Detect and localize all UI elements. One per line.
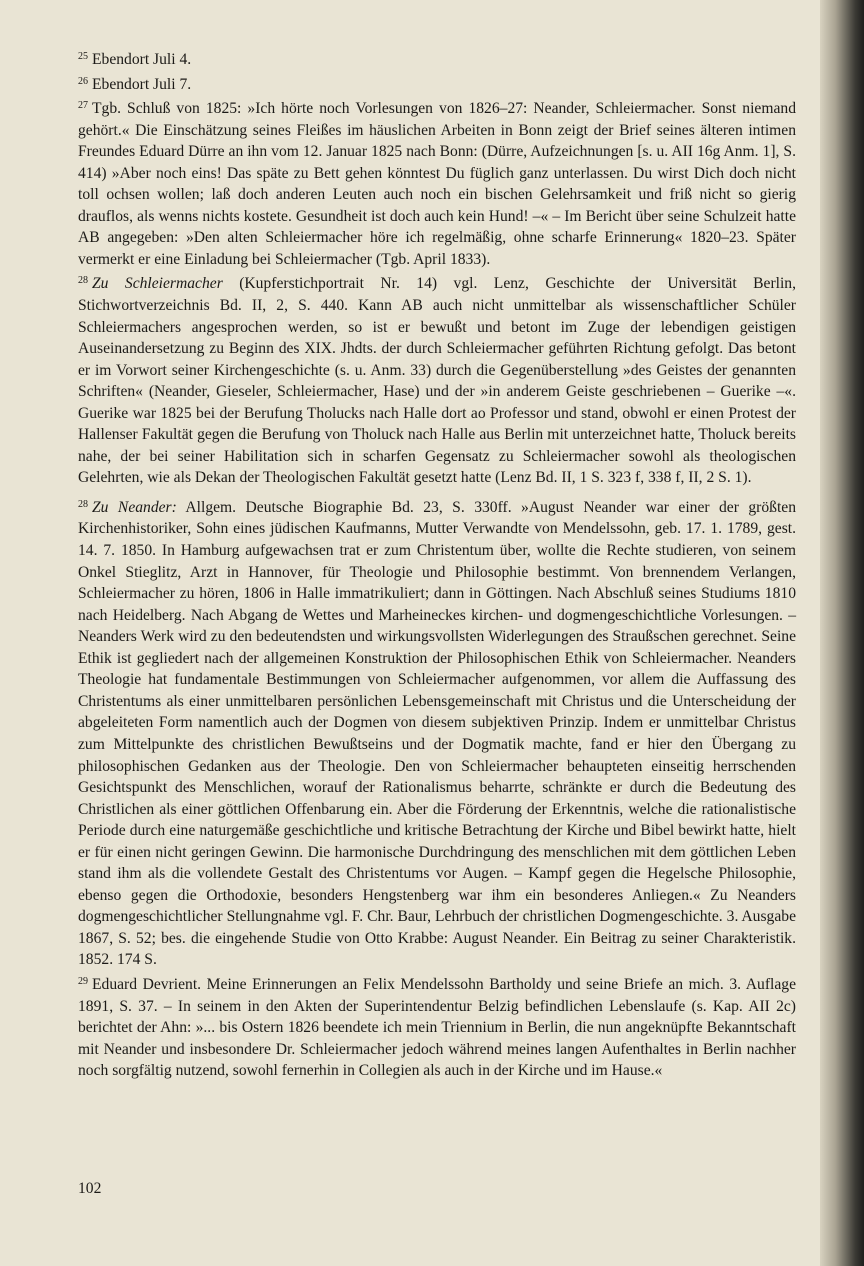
footnote-26 [78,71,796,96]
footnote-28-neander [78,494,796,971]
footnote-text: Ebendort Juli 4. [92,51,192,68]
footnotes-block [78,46,796,1082]
footnote-number: 26 [78,75,88,87]
footnote-text: Ebendort Juli 7. [92,75,192,93]
footnote-number: 28 [78,498,88,510]
footnote-29 [78,971,796,1082]
footnote-lead: Zu Schleiermacher [92,275,223,293]
footnote-text: Allgem. Deutsche Biographie Bd. 23, S. 330ff. »August Neander war einer der größten Kirchenhistoriker, Sohn eines jüdischen Kaufmanns, Mutter Verwandte von Mendelssohn, geb. 17. 1. 1789, gest. 14. 7. 1850. In Hamburg aufgewachsen trat er zum Christentum über, wollte die Rechte studieren, von seinem Onkel Stieglitz, Arzt in Hannover, für Theologie und Philosophie bestimmt. Von brennendem Verlangen, Schleiermacher zu hören, 1806 in Halle immatrikuliert; dann in Göttingen. Nach Abschluß seines Studiums 1810 nach Heidelberg. Nach Abgang de Wettes und Marheineckes kirchen- und dogmengeschichtliche Vorlesungen. – Neanders Werk wird zu den bedeutendsten und wirkungsvollsten Widerlegungen des Straußschen gerechnet. Seine Ethik ist gegliedert nach der allgemeinen Konstruktion der Philosophischen Ethik von Schleiermacher. Neanders Theologie hat fundamentale Bestimmungen von Schleiermacher aufgenommen, vor allem die Auffassung des Christentums als einer unmittelbaren persönlichen Lebensgemeinschaft mit Christus und die Unterscheidung der abgeleiteten Form namentlich auch der Dogmen von diesem subjektiven Prinzip. Indem er unmittelbar Christus zum Mittelpunkte des christlichen Bewußtseins und der Dogmatik machte, fand er hier den Übergang zu philosophischen Gedanken aus der Theologie. Den von Schleiermacher behaupteten einseitig herrschenden Gesichtspunkt des Menschlichen, worauf der Rationalismus beharrte, schränkte er durch die Bedeutung des Christlichen als einer göttlichen Offenbarung ein. Aber die Förderung der Erkenntnis, welche die rationalistische Periode durch eine naturgemäße geschichtliche und kritische Betrachtung der Kirche und Bibel bewirkt hatte, hielt er für einen nicht geringen Gewinn. Die harmonische Durchdringung des menschlichen mit dem göttlichen Leben stand ihm als die vollendete Gestalt des Christentums vor Augen. – Kampf gegen die Hegelsche Philosophie, ebenso gegen die Orthodoxie, besonders Hengstenberg war ihm ein besonderes Anliegen.« Zu Neanders dogmengeschichtlicher Stellungnahme vgl. F. Chr. Baur, Lehrbuch der christlichen Dogmengeschichte. 3. Ausgabe 1867, S. 52; bes. die eingehende Studie von Otto Krabbe: August Neander. Ein Beitrag zu seiner Charakteristik. 1852. 174 S. [78,498,796,969]
footnote-lead: Zu Neander: [92,498,177,516]
footnote-text: Eduard Devrient. Meine Erinnerungen an Felix Mendelssohn Bartholdy und seine Briefe an mich. 3. Auflage 1891, S. 37. – In seinem in den Akten der Superintendentur Belzig befindlichen Lebenslaufe (s. Kap. AII 2c) berichtet der Ahn: »... bis Ostern 1826 beendete ich mein Triennium in Berlin, die nun angeknüpfte Bekanntschaft mit Neander und insbesondere Dr. Schleiermacher jedoch während meines langen Aufenthaltes in Berlin nachher noch sorgfältig nutzend, sowohl fernerhin in Collegien als auch in der Kirche und im Hause.« [78,975,796,1080]
footnote-number: 25 [78,51,88,62]
book-gutter-shadow [820,0,864,1266]
footnote-number: 29 [78,975,88,987]
footnote-28-schleiermacher [78,270,796,488]
footnote-27 [78,95,796,270]
page-number: 102 [78,1180,102,1197]
footnote-text: Tgb. Schluß von 1825: »Ich hörte noch Vorlesungen von 1826–27: Neander, Schleiermacher. Sonst niemand gehört.« Die Einschätzung seines Fleißes im häuslichen Arbeiten in Bonn zeigt der Brief seines älteren intimen Freundes Eduard Dürre an ihn vom 12. Januar 1825 nach Bonn: (Dürre, Aufzeichnungen [s. u. AII 16g Anm. 1], S. 414) »Aber noch eins! Das späte zu Bett gehen könntest Du füglich ganz unterlassen. Du wirst Dich doch nicht toll ochsen wollen; laß doch anderen Leuten auch noch ein bischen Gelehrsamkeit und friß nicht so gierig drauflos, als wenns nichts kostete. Gesundheit ist doch auch kein Hund! –« – Im Bericht über seine Schulzeit hatte AB angegeben: »Den alten Schleiermacher höre ich regelmäßig, ohne scharfe Erinnerung« 1820–23. Später vermerkt er eine Einladung bei Schleiermacher (Tgb. April 1833). [78,100,796,268]
footnote-text: (Kupferstichportrait Nr. 14) vgl. Lenz, Geschichte der Universität Berlin, Stichwortverzeichnis Bd. II, 2, S. 440. Kann AB auch nicht unmittelbar als wissenschaftlicher Schüler Schleiermachers angesprochen werden, so ist er bewußt und betont im Zuge der lebendigen geistigen Auseinandersetzung zu Beginn des XIX. Jhdts. der durch Schleiermacher geführten Richtung gefolgt. Das betont er im Vorwort seiner Kirchengeschichte (s. u. Anm. 33) durch die Gegenüberstellung »des Geistes der genannten Schriften« (Neander, Gieseler, Schleiermacher, Hase) und der »in anderem Geiste geschriebenen – Guerike –«. Guerike war 1825 bei der Berufung Tholucks nach Halle dort ao Professor und stand, obwohl er einen Protest der Hallenser Fakultät gegen die Berufung von Tholuck nach Halle aus Berlin mit unterzeichnet hatte, Tholuck bereits nahe, der bei seiner Habilitation sich in scharfen Gegensatz zu Schleiermacher sowohl als theologischen Gelehrten, wie als Dekan der Theologischen Fakultät gesetzt hatte (Lenz Bd. II, 1 S. 323 f, 338 f, II, 2 S. 1). [78,275,796,487]
footnote-number: 27 [78,100,88,112]
footnote-number: 28 [78,275,88,287]
footnote-25 [78,46,796,71]
